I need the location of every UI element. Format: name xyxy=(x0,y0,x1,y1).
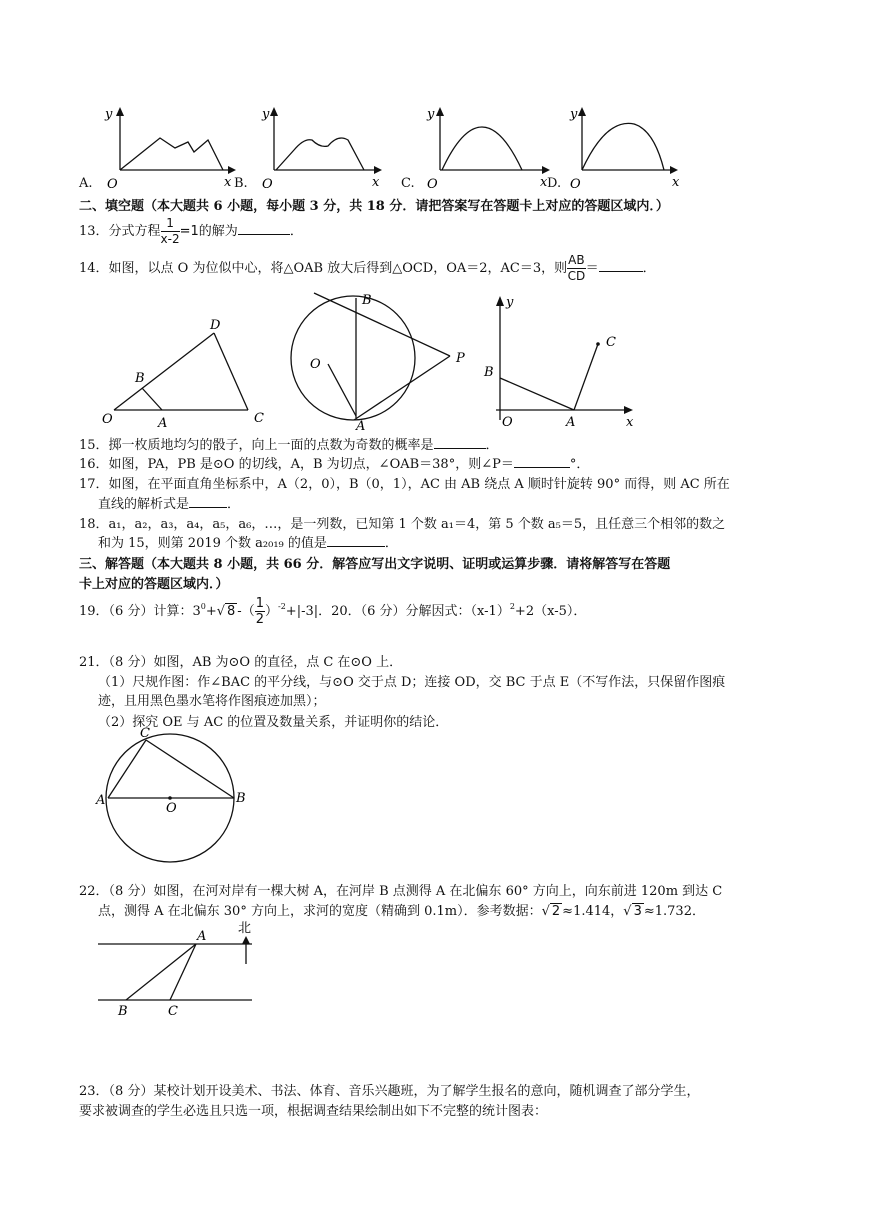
question-13: 13．分式方程 $\frac{1}{x-2}$ =1的解为 ． xyxy=(79,216,303,246)
svg-text:O: O xyxy=(502,415,513,430)
svg-text:B: B xyxy=(362,293,372,308)
axis-x: x xyxy=(672,175,680,190)
option-c-graph xyxy=(422,104,562,190)
option-d-label: D. xyxy=(547,176,562,191)
question-19-20: 19．（6 分）计算：$3^0+√$ 8 -（ $\frac{1}{2}$ ）$^{-2}$+|-3|．20．（6 分）分解因式：$(x-1)^2+2(x-5)$． xyxy=(79,596,587,627)
svg-text:x: x xyxy=(626,415,634,430)
section-3-heading-line-2: 卡上对应的答题区域内．） xyxy=(79,577,229,592)
svg-text:A: A xyxy=(356,419,366,433)
question-21-line-4: （2）探究 OE 与 AC 的位置及数量关系，并证明你的结论． xyxy=(98,715,449,730)
section-2-heading: 二、填空题（本大题共 6 小题，每小题 3 分，共 18 分．请把答案写在答题卡上对应的答题区域内．） xyxy=(79,199,669,214)
origin: O xyxy=(262,177,273,190)
option-b-label: B. xyxy=(234,176,248,191)
origin: O xyxy=(107,177,118,190)
svg-text:C: C xyxy=(606,335,616,350)
option-c-label: C. xyxy=(401,176,415,191)
answer-blank[interactable] xyxy=(514,455,570,468)
axis-y: y xyxy=(262,107,270,122)
svg-text:B: B xyxy=(135,371,145,386)
question-22-line-1: 22．（8 分）如图，在河对岸有一棵大树 A，在河岸 B 点测得 A 在北偏东 60° 方向上，向东前进 120m 到达 C xyxy=(79,884,723,899)
svg-text:C: C xyxy=(140,726,150,741)
question-21-line-3: 迹，且用黑色墨水笔将作图痕迹加黑）； xyxy=(98,694,326,709)
svg-text:P: P xyxy=(456,351,465,366)
svg-text:B: B xyxy=(484,365,494,380)
svg-text:A: A xyxy=(197,929,207,944)
option-d-graph xyxy=(566,104,691,190)
question-21-line-2: （1）尺规作图：作∠BAC 的平分线，与⊙O 交于点 D；连接 OD，交 BC 于点 E（不写作法，只保留作图痕 xyxy=(98,675,726,690)
question-17-line-1: 17．如图，在平面直角坐标系中，A（2，0），B（0，1），AC 由 AB 绕点 A 顺时针旋转 90° 而得，则 AC 所在 xyxy=(79,477,730,492)
answer-blank[interactable] xyxy=(189,495,227,508)
axis-x: x xyxy=(372,175,380,190)
svg-text:B: B xyxy=(236,791,246,806)
question-23-line-1: 23．（8 分）某校计划开设美术、书法、体育、音乐兴趣班，为了解学生报名的意向，随机调查了部分学生， xyxy=(79,1084,700,1099)
origin: O xyxy=(570,177,581,190)
axis-x: x xyxy=(540,175,548,190)
svg-text:D: D xyxy=(210,318,221,333)
svg-text:A: A xyxy=(158,416,168,430)
axis-x: x xyxy=(224,175,232,190)
axis-y: y xyxy=(105,107,113,122)
answer-blank[interactable] xyxy=(327,534,385,547)
svg-text:A: A xyxy=(96,793,106,808)
svg-text:B: B xyxy=(118,1004,128,1019)
question-14: 14．如图，以点 O 为位似中心，将△OAB 放大后得到△OCD，OA＝2，AC＝3，则 $\frac{AB}{CD}$ ＝ ． xyxy=(79,253,656,283)
question-18-line-1: 18．a₁，a₂，a₃，a₄，a₅，a₆，…，是一列数，已知第 1 个数 a₁＝4，第 5 个数 a₅＝5，且任意三个相邻的数之 xyxy=(79,517,726,532)
option-b-graph xyxy=(256,104,391,190)
section-3-heading-line-1: 三、解答题（本大题共 8 小题，共 66 分．解答应写出文字说明、证明或运算步骤．请将解答写在答题 xyxy=(79,557,671,572)
axis-y: y xyxy=(427,107,435,122)
svg-text:C: C xyxy=(168,1004,178,1019)
figure-q17 xyxy=(478,292,648,430)
svg-text:A: A xyxy=(566,415,576,430)
question-21-line-1: 21．（8 分）如图，AB 为⊙O 的直径，点 C 在⊙O 上． xyxy=(79,655,403,670)
figure-q14 xyxy=(98,315,278,430)
option-a-graph xyxy=(100,104,240,190)
svg-text:y: y xyxy=(506,295,514,310)
svg-text:C: C xyxy=(254,411,264,426)
question-15: 15．掷一枚质地均匀的骰子，向上一面的点数为奇数的概率是 ． xyxy=(79,438,499,453)
question-23-line-2: 要求被调查的学生必选且只选一项，根据调查结果绘制出如下不完整的统计图表： xyxy=(79,1104,548,1119)
question-18-line-2: 和为 15，则第 2019 个数 a₂₀₁₉ 的值是 ． xyxy=(98,536,398,551)
answer-blank[interactable] xyxy=(599,259,643,272)
answer-blank[interactable] xyxy=(238,222,290,235)
figure-q16 xyxy=(270,288,490,433)
question-16: 16．如图，PA，PB 是⊙O 的切线，A，B 为切点，∠OAB＝38°，则∠P＝ °． xyxy=(79,457,590,472)
question-17-line-2: 直线的解析式是 ． xyxy=(98,497,241,512)
svg-text:O: O xyxy=(310,357,321,372)
figure-q21 xyxy=(94,724,254,864)
origin: O xyxy=(427,177,438,190)
option-a-label: A. xyxy=(79,176,93,191)
question-22-line-2: 点，测得 A 在北偏东 30° 方向上，求河的宽度（精确到 0.1m）．参考数据：√ 2 ≈1.414，√ 3 ≈1.732． xyxy=(98,904,705,919)
svg-text:O: O xyxy=(166,801,177,816)
svg-text:O: O xyxy=(102,412,113,427)
svg-text:北: 北 xyxy=(238,921,252,936)
figure-q22 xyxy=(94,918,269,1023)
axis-y: y xyxy=(570,107,578,122)
answer-blank[interactable] xyxy=(434,436,486,449)
